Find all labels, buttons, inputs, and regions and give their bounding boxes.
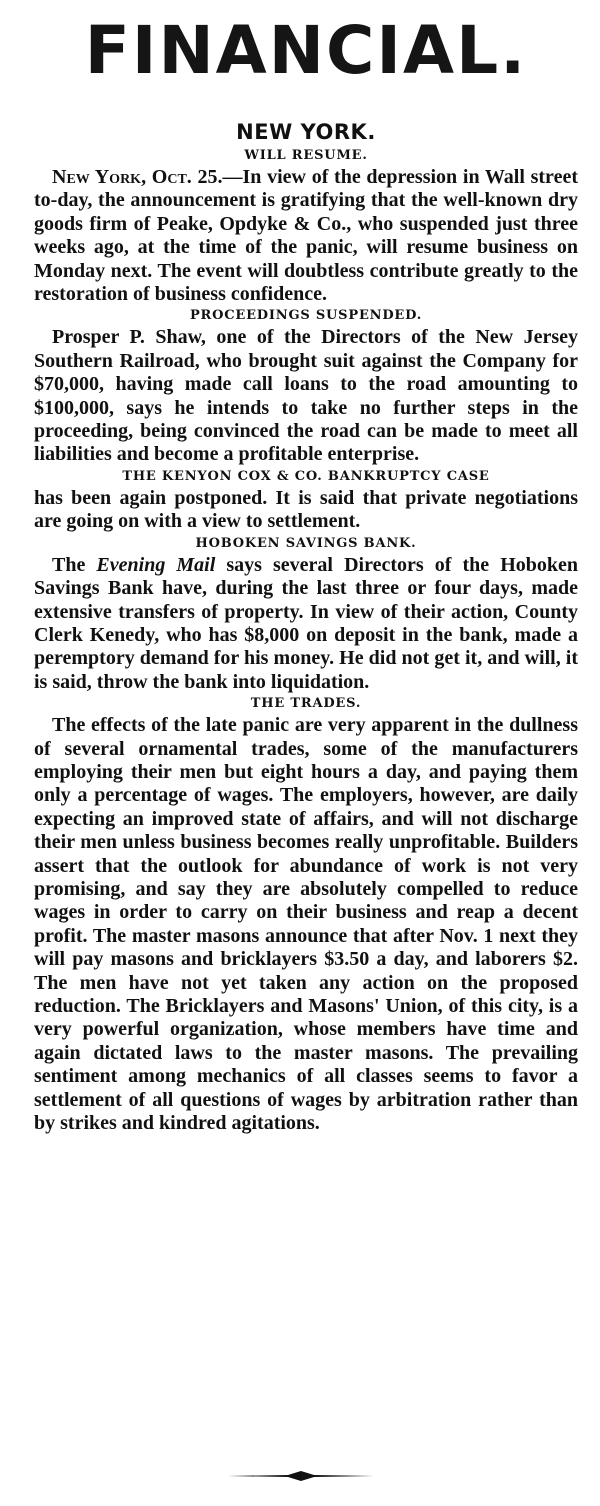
end-rule-ornament <box>226 1470 376 1482</box>
article-body: has been again postponed. It is said that private negotiations are going on with a view to settlement. <box>34 486 578 533</box>
article-the-trades <box>34 694 578 1135</box>
article-heading: THE TRADES. <box>250 696 362 712</box>
article-body: Prosper P. Shaw, one of the Directors of the New Jersey Southern Railroad, who brought suit against the Company for $70,000, having made call loans to the road amounting to $100,000, says he intends to take no further steps in the proceeding, being convinced the road can be made to meet all liabilities and become a profitable enterprise. <box>34 326 578 466</box>
article-will-resume <box>34 146 578 306</box>
article-body: The effects of the late panic are very apparent in the dullness of several ornamental trades, some of the manufacturers employing their men but eight hours a day, and paying them only a percentage of wages. The employers, however, are daily expecting an improved state of affairs, and will not discharge their men unless business becomes really unprofitable. Builders assert that the outlook for abundance of work is not very promising, and say they are absolutely compelled to reduce wages in order to carry on their business and reap a decent profit. The master masons announce that after Nov. 1 next they will pay masons and bricklayers $3.50 a day, and laborers $2. The men have not yet taken any action on the proposed reduction. The Bricklayers and Masons' Union, of this city, is a very powerful organization, whose members have time and again dictated laws to the master masons. The prevailing sentiment among mechanics of all classes seems to favor a settlement of all questions of wages by arbitration rather than by strikes and kindred agitations. <box>34 714 578 1135</box>
dateline: New York, Oct. 25. <box>52 166 223 188</box>
article-proceedings-suspended <box>34 306 578 466</box>
article-hoboken-savings-bank <box>34 534 578 694</box>
article-kenyon-cox <box>34 467 578 534</box>
newspaper-name: Evening Mail <box>96 553 216 576</box>
article-body <box>34 554 578 694</box>
article-text: The <box>52 553 97 576</box>
article-body <box>34 166 578 306</box>
article-heading: WILL RESUME. <box>244 148 368 163</box>
article-heading: THE KENYON COX & CO. BANKRUPTCY CASE <box>122 468 490 484</box>
masthead: FINANCIAL. <box>84 12 528 89</box>
section-title: NEW YORK. <box>236 120 376 144</box>
article-heading: PROCEEDINGS SUSPENDED. <box>189 308 423 324</box>
article-heading: HOBOKEN SAVINGS BANK. <box>195 535 417 551</box>
article-text: —In view of the depression in Wall street to-day, the announcement is gratifying that the well-known dry goods firm of Peake, Opdyke & Co., who suspended just three weeks ago, at the time of the panic, will resume business on Monday next. The event will doubtless contribute greatly to the restoration of business confidence. <box>34 166 578 306</box>
article-text: says several Directors of the Hoboken Savings Bank have, during the last three or four days, made extensive transfers of property. In view of their action, County Clerk Kenedy, who has $8,000 on deposit in the bank, made a peremptory demand for his money. He did not get it, and will, it is said, throw the bank into liquidation. <box>34 553 579 693</box>
